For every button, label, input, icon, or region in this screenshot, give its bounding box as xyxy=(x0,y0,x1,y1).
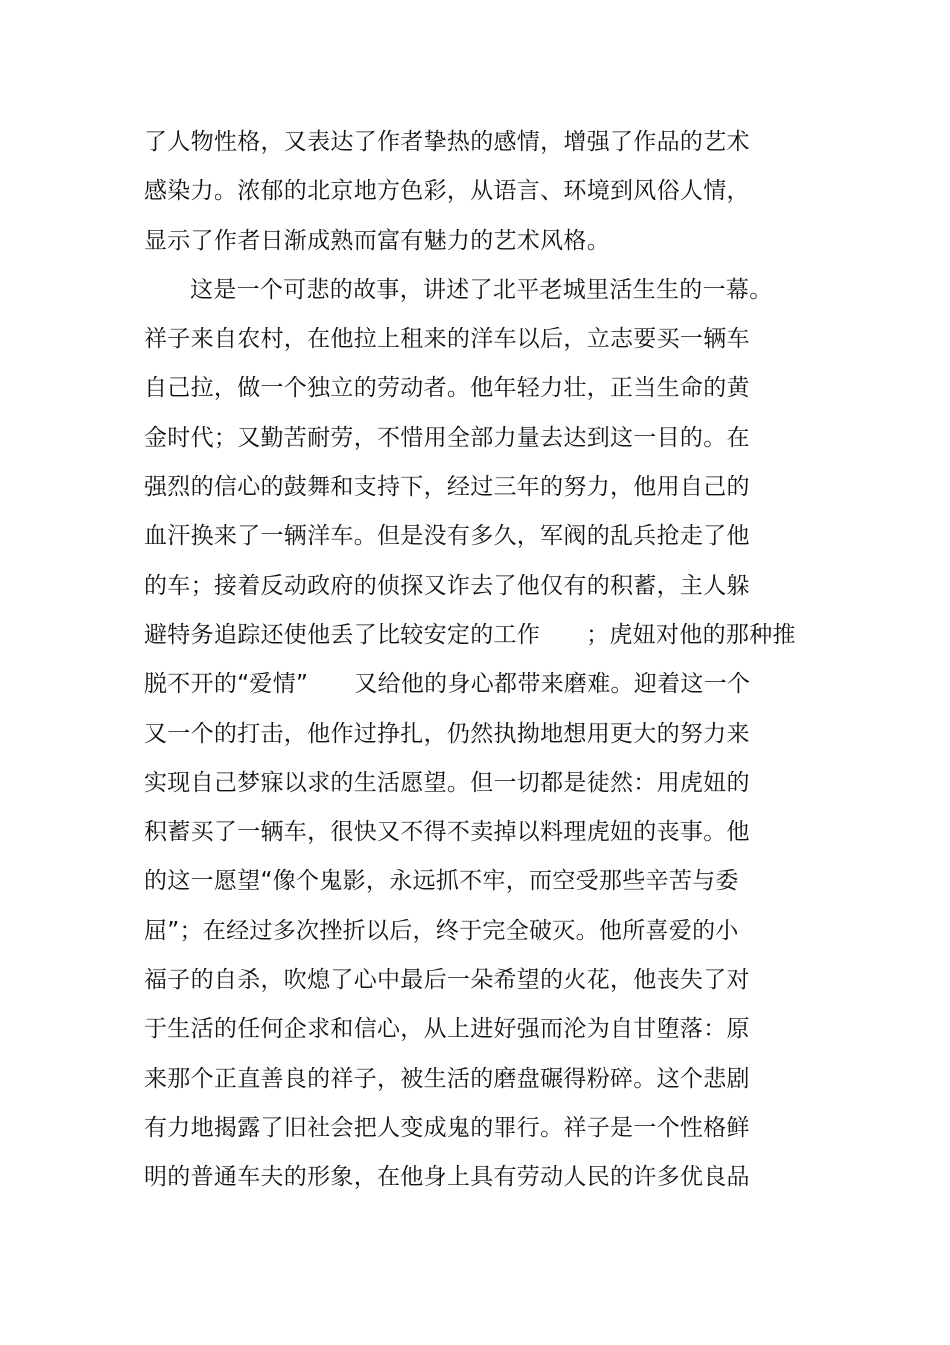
text-line-12 xyxy=(144,660,804,709)
text-line-18: 福子的自杀，吹熄了心中最后一朵希望的火花，他丧失了对 xyxy=(144,967,750,994)
text-line-12-part-b: 又给他的身心都带来磨难。迎着这一个 xyxy=(354,671,751,698)
text-line-17: 屈”；在经过多次挫折以后，终于完全破灭。他所喜爱的小 xyxy=(144,917,739,944)
text-line-11 xyxy=(144,611,804,660)
text-line-14: 实现自己梦寐以求的生活愿望。但一切都是徒然：用虎妞的 xyxy=(144,769,750,796)
text-line-10: 的车；接着反动政府的侦探又诈去了他仅有的积蓄，主人躲 xyxy=(144,572,750,599)
text-line-11-part-b: ；虎妞对他的那种推 xyxy=(586,621,796,648)
text-line-3: 显示了作者日渐成熟而富有魅力的艺术风格。 xyxy=(144,227,610,254)
text-line-9: 血汗换来了一辆洋车。但是没有多久，军阀的乱兵抢走了他 xyxy=(144,523,750,550)
text-line-5: 祥子来自农村，在他拉上租来的洋车以后，立志要买一辆车 xyxy=(144,326,750,353)
text-line-11-part-a: 避特务追踪还使他丢了比较安定的工作 xyxy=(144,621,541,648)
text-line-22: 明的普通车夫的形象，在他身上具有劳动人民的许多优良品 xyxy=(144,1164,750,1191)
text-line-7: 金时代；又勤苦耐劳，不惜用全部力量去达到这一目的。在 xyxy=(144,424,750,451)
text-line-19: 于生活的任何企求和信心，从上进好强而沦为自甘堕落：原 xyxy=(144,1016,750,1043)
text-line-2: 感染力。浓郁的北京地方色彩，从语言、环境到风俗人情， xyxy=(144,178,750,205)
text-line-13: 又一个的打击，他作过挣扎，仍然执拗地想用更大的努力来 xyxy=(144,720,750,747)
text-line-21: 有力地揭露了旧社会把人变成鬼的罪行。祥子是一个性格鲜 xyxy=(144,1114,750,1141)
text-line-1: 了人物性格，又表达了作者挚热的感情，增强了作品的艺术 xyxy=(144,129,750,155)
text-line-15: 积蓄买了一辆车，很快又不得不卖掉以料理虎妞的丧事。他 xyxy=(144,819,750,846)
text-line-12-part-a: 脱不开的“爱情” xyxy=(144,671,309,698)
text-line-16: 的这一愿望“像个鬼影，永远抓不牢，而空受那些辛苦与委 xyxy=(144,868,739,895)
body-text xyxy=(144,118,804,1203)
text-line-4 xyxy=(144,266,804,315)
text-line-8: 强烈的信心的鼓舞和支持下，经过三年的努力，他用自己的 xyxy=(144,474,750,501)
text-line-20: 来那个正直善良的祥子，被生活的磨盘碾得粉碎。这个悲剧 xyxy=(144,1065,750,1092)
paragraph-start-text: 这是一个可悲的故事，讲述了北平老城里活生生的一幕。 xyxy=(190,276,773,303)
text-line-6: 自己拉，做一个独立的劳动者。他年轻力壮，正当生命的黄 xyxy=(144,375,750,402)
